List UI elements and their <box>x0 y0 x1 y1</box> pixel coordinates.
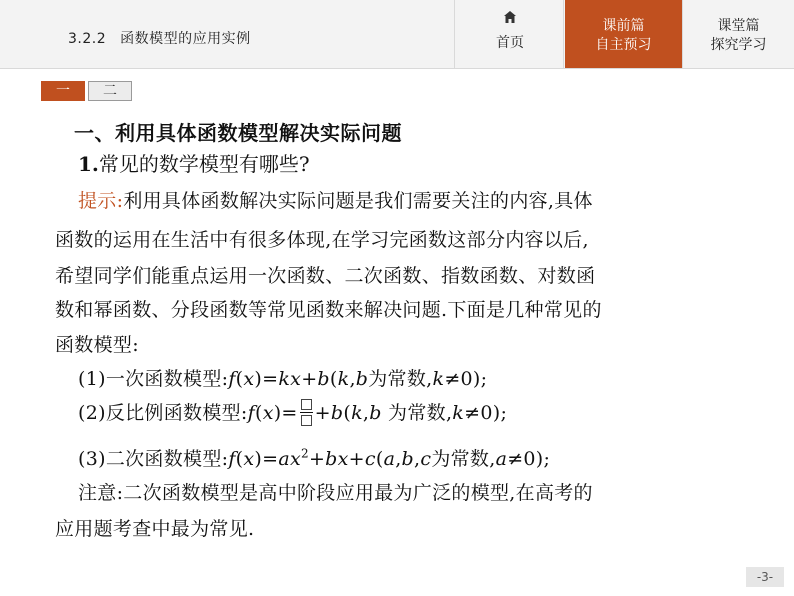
nav-pre-class-line1: 课前篇 <box>602 18 645 34</box>
model-2-cb: b <box>369 402 382 424</box>
model-3-sup: 2 <box>301 446 309 461</box>
nav-home-label: 首页 <box>496 35 524 51</box>
model-1-x2: x <box>290 368 302 390</box>
model-3-line <box>78 444 550 471</box>
hint-text-1: 利用具体函数解决实际问题是我们需要关注的内容,具体 <box>123 190 593 212</box>
section-number: 3.2.2 <box>68 31 107 47</box>
model-3-a: a <box>278 448 290 470</box>
model-2-cond-text: 为常数, <box>381 402 453 424</box>
model-3-plus2: + <box>348 448 365 470</box>
model-3-aa: a <box>495 448 508 470</box>
model-1-b: b <box>317 368 330 390</box>
model-2-x: x <box>262 402 274 424</box>
nav-in-class-line1: 课堂篇 <box>717 18 760 34</box>
model-3-comma2: , <box>414 448 421 470</box>
house-icon <box>503 10 517 24</box>
model-2-prefix: (2)反比例函数模型: <box>78 402 248 424</box>
note-line-1: 注意:二次函数模型是高中阶段应用最为广泛的模型,在高考的 <box>78 482 593 504</box>
model-3-c: c <box>364 448 376 470</box>
model-1-f: f <box>228 368 236 390</box>
model-3-x2: x <box>289 448 301 470</box>
model-1-cb: b <box>355 368 369 390</box>
model-3-paren: ( <box>235 448 244 470</box>
nav-home-button[interactable] <box>454 0 564 68</box>
header-bar <box>0 0 794 69</box>
model-2-kk: k <box>452 402 465 424</box>
question-text: 常见的数学模型有哪些? <box>98 152 310 176</box>
hint-line-2: 函数的运用在生活中有很多体现,在学习完函数这部分内容以后, <box>55 229 589 251</box>
hint-label: 提示: <box>78 190 124 212</box>
model-1-k: k <box>278 368 291 390</box>
tab-two[interactable]: 二 <box>88 81 132 101</box>
model-3-plus1: + <box>308 448 326 470</box>
model-1-paren: ( <box>235 368 244 390</box>
model-2-b: b <box>330 402 344 424</box>
model-1-eq: )= <box>254 368 279 390</box>
model-1-kk: k <box>432 368 445 390</box>
model-1-line <box>78 364 487 391</box>
model-2-paren: ( <box>254 402 263 424</box>
hint-line-1 <box>78 186 593 213</box>
content-heading: 一、利用具体函数模型解决实际问题 <box>74 121 402 145</box>
note-line-2: 应用题考查中最为常见. <box>55 518 255 540</box>
nav-pre-class-button[interactable] <box>565 0 682 68</box>
hint-line-5: 函数模型: <box>55 334 139 356</box>
nav-in-class-button[interactable] <box>682 0 794 68</box>
model-3-cond-open: ( <box>375 448 384 470</box>
model-3-cc: c <box>420 448 432 470</box>
tab-one[interactable]: 一 <box>41 81 85 101</box>
model-1-comma: , <box>349 368 356 390</box>
page-number: -3- <box>746 567 784 587</box>
model-1-neq: ≠0); <box>444 368 488 390</box>
section-title <box>68 28 251 48</box>
model-1-prefix: (1)一次函数模型: <box>78 368 229 390</box>
section-name: 函数模型的应用实例 <box>120 31 251 47</box>
fraction-placeholder-icon <box>300 399 313 426</box>
model-1-cond-open: ( <box>329 368 338 390</box>
question-number: 1. <box>78 152 99 176</box>
model-1-cond-text: 为常数, <box>368 368 433 390</box>
model-3-neq: ≠0); <box>507 448 551 470</box>
model-3-x3: x <box>337 448 349 470</box>
model-2-neq: ≠0); <box>464 402 508 424</box>
model-3-b: b <box>325 448 338 470</box>
model-2-f: f <box>247 402 255 424</box>
nav-pre-class-line2: 自主预习 <box>595 37 652 53</box>
model-2-eq: )= <box>273 402 298 424</box>
model-3-x: x <box>243 448 255 470</box>
model-3-eq: )= <box>254 448 279 470</box>
question-1 <box>78 148 310 177</box>
model-3-comma1: , <box>395 448 402 470</box>
model-1-ck: k <box>337 368 350 390</box>
model-1-plus: + <box>301 368 318 390</box>
model-3-prefix: (3)二次函数模型: <box>78 448 229 470</box>
model-3-cond-text: 为常数, <box>431 448 496 470</box>
model-2-line <box>78 398 507 428</box>
model-2-plus: + <box>314 402 331 424</box>
model-3-f: f <box>228 448 236 470</box>
nav-in-class-line2: 探究学习 <box>710 37 767 53</box>
model-3-ca: a <box>383 448 396 470</box>
model-3-cb: b <box>401 448 415 470</box>
model-2-ck: k <box>351 402 363 424</box>
hint-line-3: 希望同学们能重点运用一次函数、二次函数、指数函数、对数函 <box>55 265 596 287</box>
model-2-comma: , <box>362 402 370 424</box>
hint-line-4: 数和幂函数、分段函数等常见函数来解决问题.下面是几种常见的 <box>55 299 602 321</box>
model-1-x: x <box>243 368 255 390</box>
model-2-cond-open: ( <box>343 402 352 424</box>
